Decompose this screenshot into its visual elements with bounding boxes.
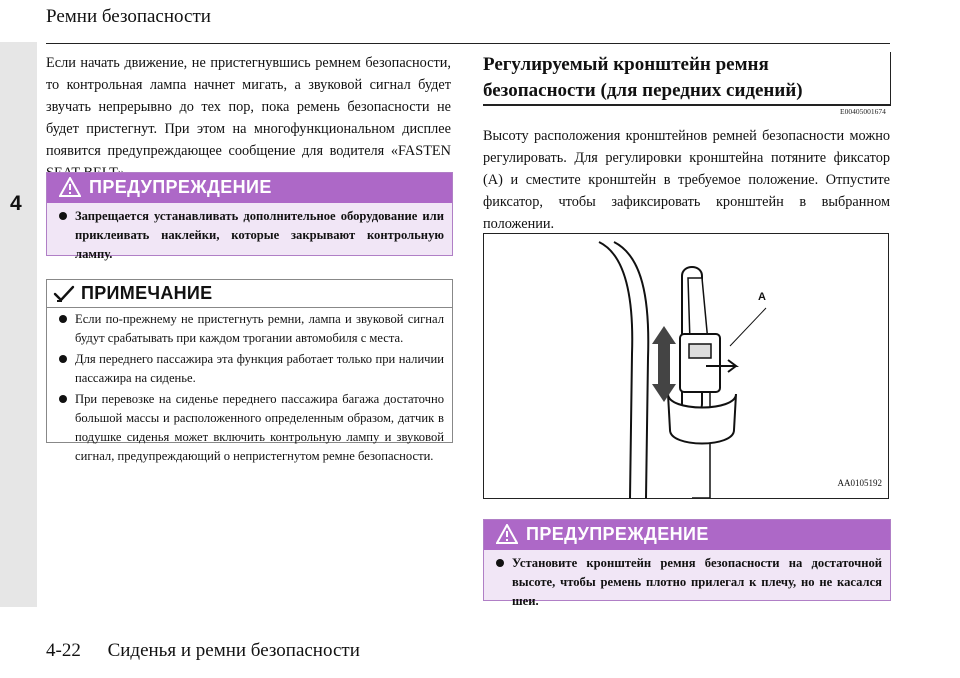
warning-header	[484, 520, 890, 550]
section-title	[483, 52, 883, 104]
running-header-title: Ремни безопасности	[46, 6, 211, 27]
pencil-note-icon	[53, 284, 75, 304]
note-item: При перевозке на сиденье переднего пассажира багажа достаточно большой массы и расположенного определенным образом, датчик в подушке сиденья может включить контрольную лампу и звуковой сигнал, предупреждающий о непристегнутом ремне безопасности.	[57, 390, 444, 466]
seatbelt-anchor-illustration	[484, 234, 888, 498]
warning-item: Запрещается устанавливать дополнительное оборудование или приклеивать наклейки, которые закрывают контрольную лампу.	[57, 207, 444, 264]
adjust-paragraph: Высоту расположения кронштейнов ремней безопасности можно регулировать. Для регулировки кронштейна потяните фиксатор (A) и сместите кронштейн в требуемое положение. Отпустите фиксатор, чтобы зафиксировать кронштейн в выбранном положении.	[483, 128, 890, 232]
note-box	[46, 279, 453, 463]
section-title-line: Регулируемый кронштейн ремня	[483, 54, 769, 75]
page-footer	[46, 640, 360, 662]
section-title-line: безопасности (для передних сидений)	[483, 80, 803, 101]
chapter-number: 4	[10, 192, 22, 215]
warning-triangle-icon	[496, 524, 518, 544]
warning-box-right	[483, 519, 891, 608]
header-rule	[46, 43, 890, 44]
warning-title: ПРЕДУПРЕЖДЕНИЕ	[526, 524, 709, 544]
note-item: Если по-прежнему не пристегнуть ремни, лампа и звуковой сигнал будут срабатывать при каждом трогании автомобиля с места.	[57, 310, 444, 348]
section-code: E00405001674	[840, 107, 886, 116]
section-heading-box	[483, 52, 891, 106]
note-header	[47, 280, 452, 308]
chapter-side-tab	[0, 42, 37, 607]
note-title: ПРИМЕЧАНИЕ	[81, 283, 213, 303]
seatbelt-anchor-figure	[483, 233, 889, 499]
intro-paragraph: Если начать движение, не пристегнувшись ремнем безопасности, то контрольная лампа начнет мигать, а звуковой сигнал будет звучать непрерывно до тех пор, пока ремень безопасности не будет пристегнут. При этом на многофункциональном дисплее появится предупреждающее сообщение для водителя «FASTEN	[46, 55, 451, 159]
warning-triangle-icon	[59, 177, 81, 197]
note-item: Для переднего пассажира эта функция работает только при наличии пассажира на сиденье.	[57, 350, 444, 388]
footer-section: Сиденья и ремни безопасности	[107, 640, 360, 661]
warning-item: Установите кронштейн ремня безопасности на достаточной высоте, чтобы ремень плотно прилегал к плечу, но не касался шеи.	[494, 554, 882, 611]
figure-code: AA0105192	[837, 478, 882, 488]
warning-header	[47, 173, 452, 203]
warning-box-left	[46, 172, 453, 261]
page-number: 4-22	[46, 640, 81, 661]
figure-callout-label: A	[758, 291, 766, 303]
warning-title: ПРЕДУПРЕЖДЕНИЕ	[89, 177, 272, 197]
